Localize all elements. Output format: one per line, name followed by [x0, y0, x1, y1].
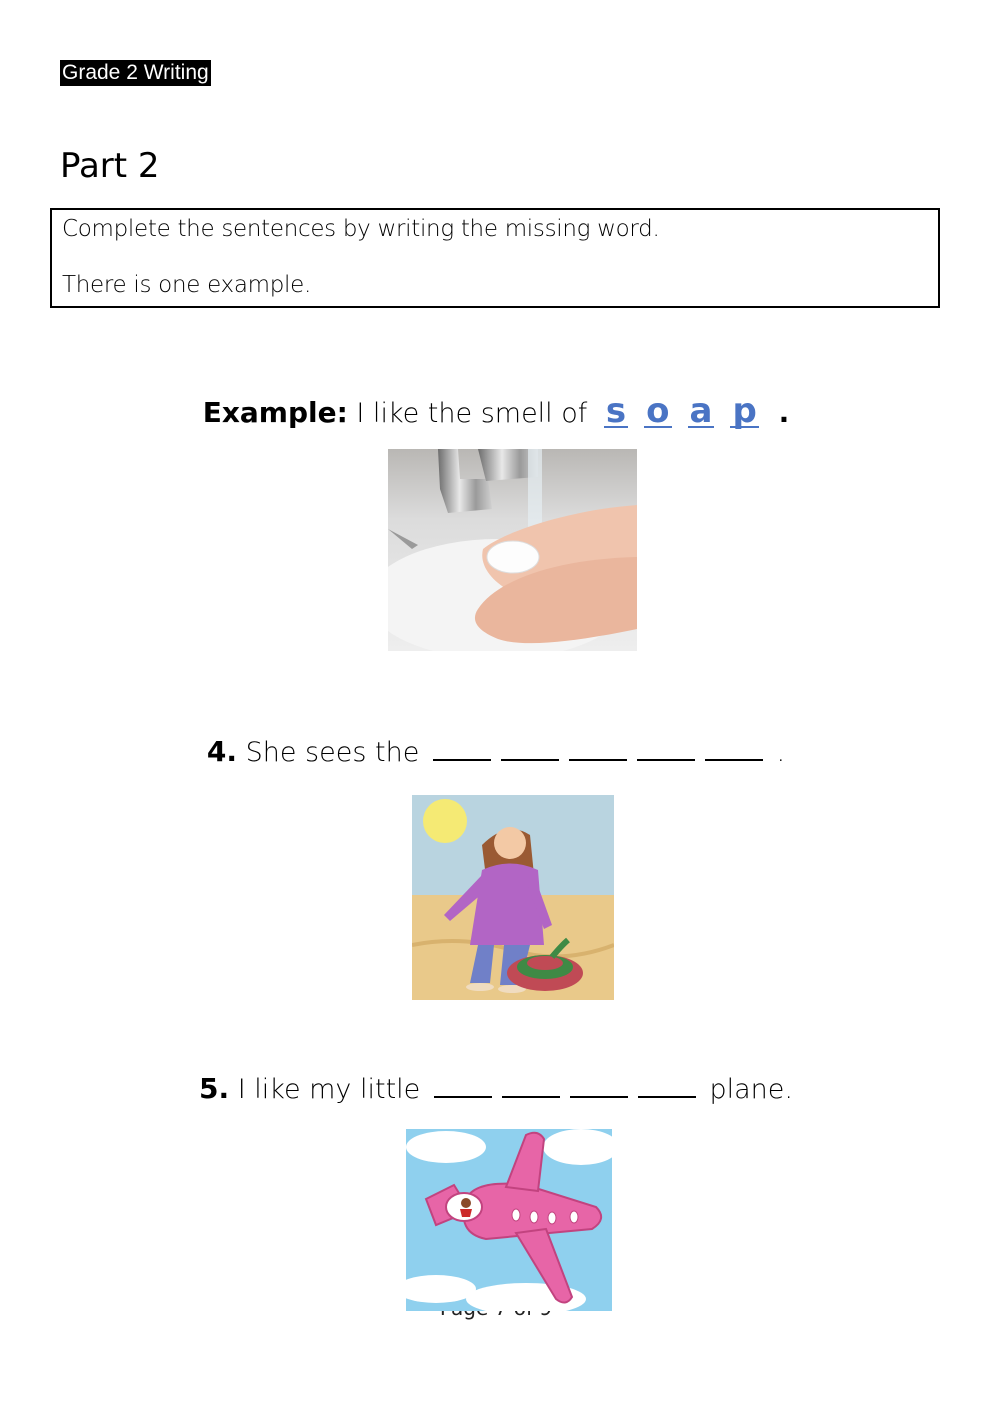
example-text: I like the smell of	[356, 398, 588, 429]
answer-blank[interactable]	[434, 1072, 492, 1098]
instructions-line-1: Complete the sentences by writing the missing word.	[62, 216, 660, 242]
question-5-number: 5.	[199, 1072, 230, 1105]
instructions-box	[50, 208, 940, 308]
plane-image	[406, 1129, 612, 1311]
example-label: Example:	[202, 396, 348, 429]
answer-blank[interactable]	[638, 1072, 696, 1098]
question-4-number: 4.	[206, 735, 238, 768]
soap-image	[388, 449, 637, 651]
question-5-sentence	[0, 1069, 992, 1110]
answer-letter: o	[646, 391, 670, 431]
answer-blank[interactable]	[502, 1072, 560, 1098]
snake-image	[412, 795, 614, 1000]
question-4-text: She sees the	[245, 737, 420, 768]
question-4-end: .	[776, 737, 786, 768]
question-5-end: plane.	[709, 1074, 793, 1105]
grade-header-tag: Grade 2 Writing	[62, 61, 209, 84]
answer-letter: p	[732, 391, 757, 431]
part-title: Part 2	[60, 146, 160, 186]
question-4-sentence	[0, 732, 992, 773]
example-answer	[596, 391, 779, 431]
question-5-text: I like my little	[237, 1074, 421, 1105]
example-sentence	[0, 391, 992, 434]
instructions-line-2: There is one example.	[62, 272, 311, 298]
example-end: .	[778, 396, 790, 429]
answer-blank[interactable]	[501, 735, 559, 761]
answer-letter: a	[689, 391, 713, 431]
answer-blank[interactable]	[637, 735, 695, 761]
answer-blank[interactable]	[433, 735, 491, 761]
answer-blank[interactable]	[570, 1072, 628, 1098]
answer-letter: s	[605, 391, 627, 431]
answer-blank[interactable]	[569, 735, 627, 761]
answer-blank[interactable]	[705, 735, 763, 761]
